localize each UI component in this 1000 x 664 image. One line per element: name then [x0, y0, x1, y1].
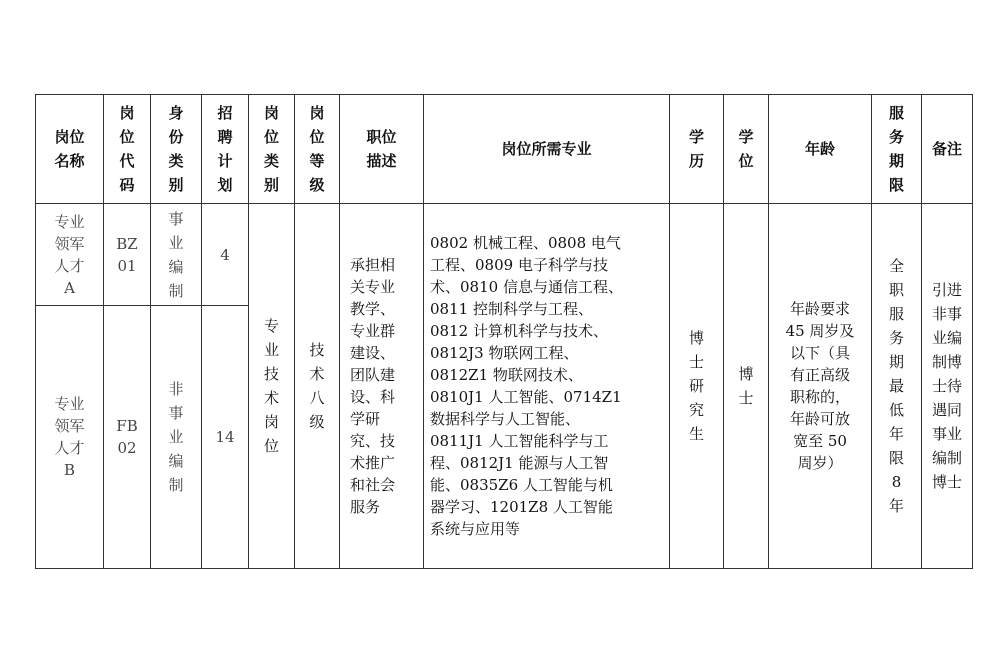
table-row — [36, 204, 973, 306]
recruitment-table — [35, 94, 973, 569]
header-service-period: 服务期限 — [872, 95, 922, 204]
identity-type-cell: 非事业编制 — [151, 306, 202, 569]
header-duty: 职位描述 — [340, 95, 424, 204]
education-cell: 博士研究生 — [670, 204, 724, 569]
post-level-cell: 技术八级 — [295, 204, 340, 569]
remarks-cell: 引进非事业编制博士待遇同事业编制博士 — [922, 204, 973, 569]
service-period-cell: 全职服务期最低年限8年 — [872, 204, 922, 569]
duty-cell: 承担相 关专业 教学、 专业群 建设、 团队建 设、科 学研 究、技 术推广 和社会 服务 — [340, 204, 424, 569]
post-type-cell: 专业技术岗位 — [249, 204, 295, 569]
header-education: 学历 — [670, 95, 724, 204]
header-post-level: 岗位等级 — [295, 95, 340, 204]
post-code-cell: BZ 01 — [104, 204, 151, 306]
header-degree: 学位 — [724, 95, 769, 204]
plan-cell: 14 — [202, 306, 249, 569]
post-code-cell: FB 02 — [104, 306, 151, 569]
header-majors: 岗位所需专业 — [424, 95, 670, 204]
plan-cell: 4 — [202, 204, 249, 306]
header-post-name: 岗位名称 — [36, 95, 104, 204]
header-plan: 招聘计划 — [202, 95, 249, 204]
header-remarks: 备注 — [922, 95, 973, 204]
header-row — [36, 95, 973, 204]
age-cell: 年龄要求 45 周岁及 以下（具 有正高级 职称的， 年龄可放 宽至 50 周岁） — [769, 204, 872, 569]
majors-cell: 0802 机械工程、0808 电气 工程、0809 电子科学与技 术、0810 信息与通信工程、 0811 控制科学与工程、 0812 计算机科学与技术、 0812J3 物联网工程、 0812Z1 物联网技术、 0810J1 人工智能、0714Z1 数据科学与人工智能、 0811J1 人工智能科学与工 程、0812J1 能源与人工智 能、0835Z6 人工智能与机 器学习、1201Z8 人工智能 系统与应用等 — [424, 204, 670, 569]
header-identity-type: 身份类别 — [151, 95, 202, 204]
post-name-cell: 专业 领军 人才 B — [36, 306, 104, 569]
post-name-cell: 专业 领军 人才 A — [36, 204, 104, 306]
header-post-code: 岗位代码 — [104, 95, 151, 204]
header-post-type: 岗位类别 — [249, 95, 295, 204]
degree-cell: 博士 — [724, 204, 769, 569]
identity-type-cell: 事业编制 — [151, 204, 202, 306]
header-age: 年龄 — [769, 95, 872, 204]
